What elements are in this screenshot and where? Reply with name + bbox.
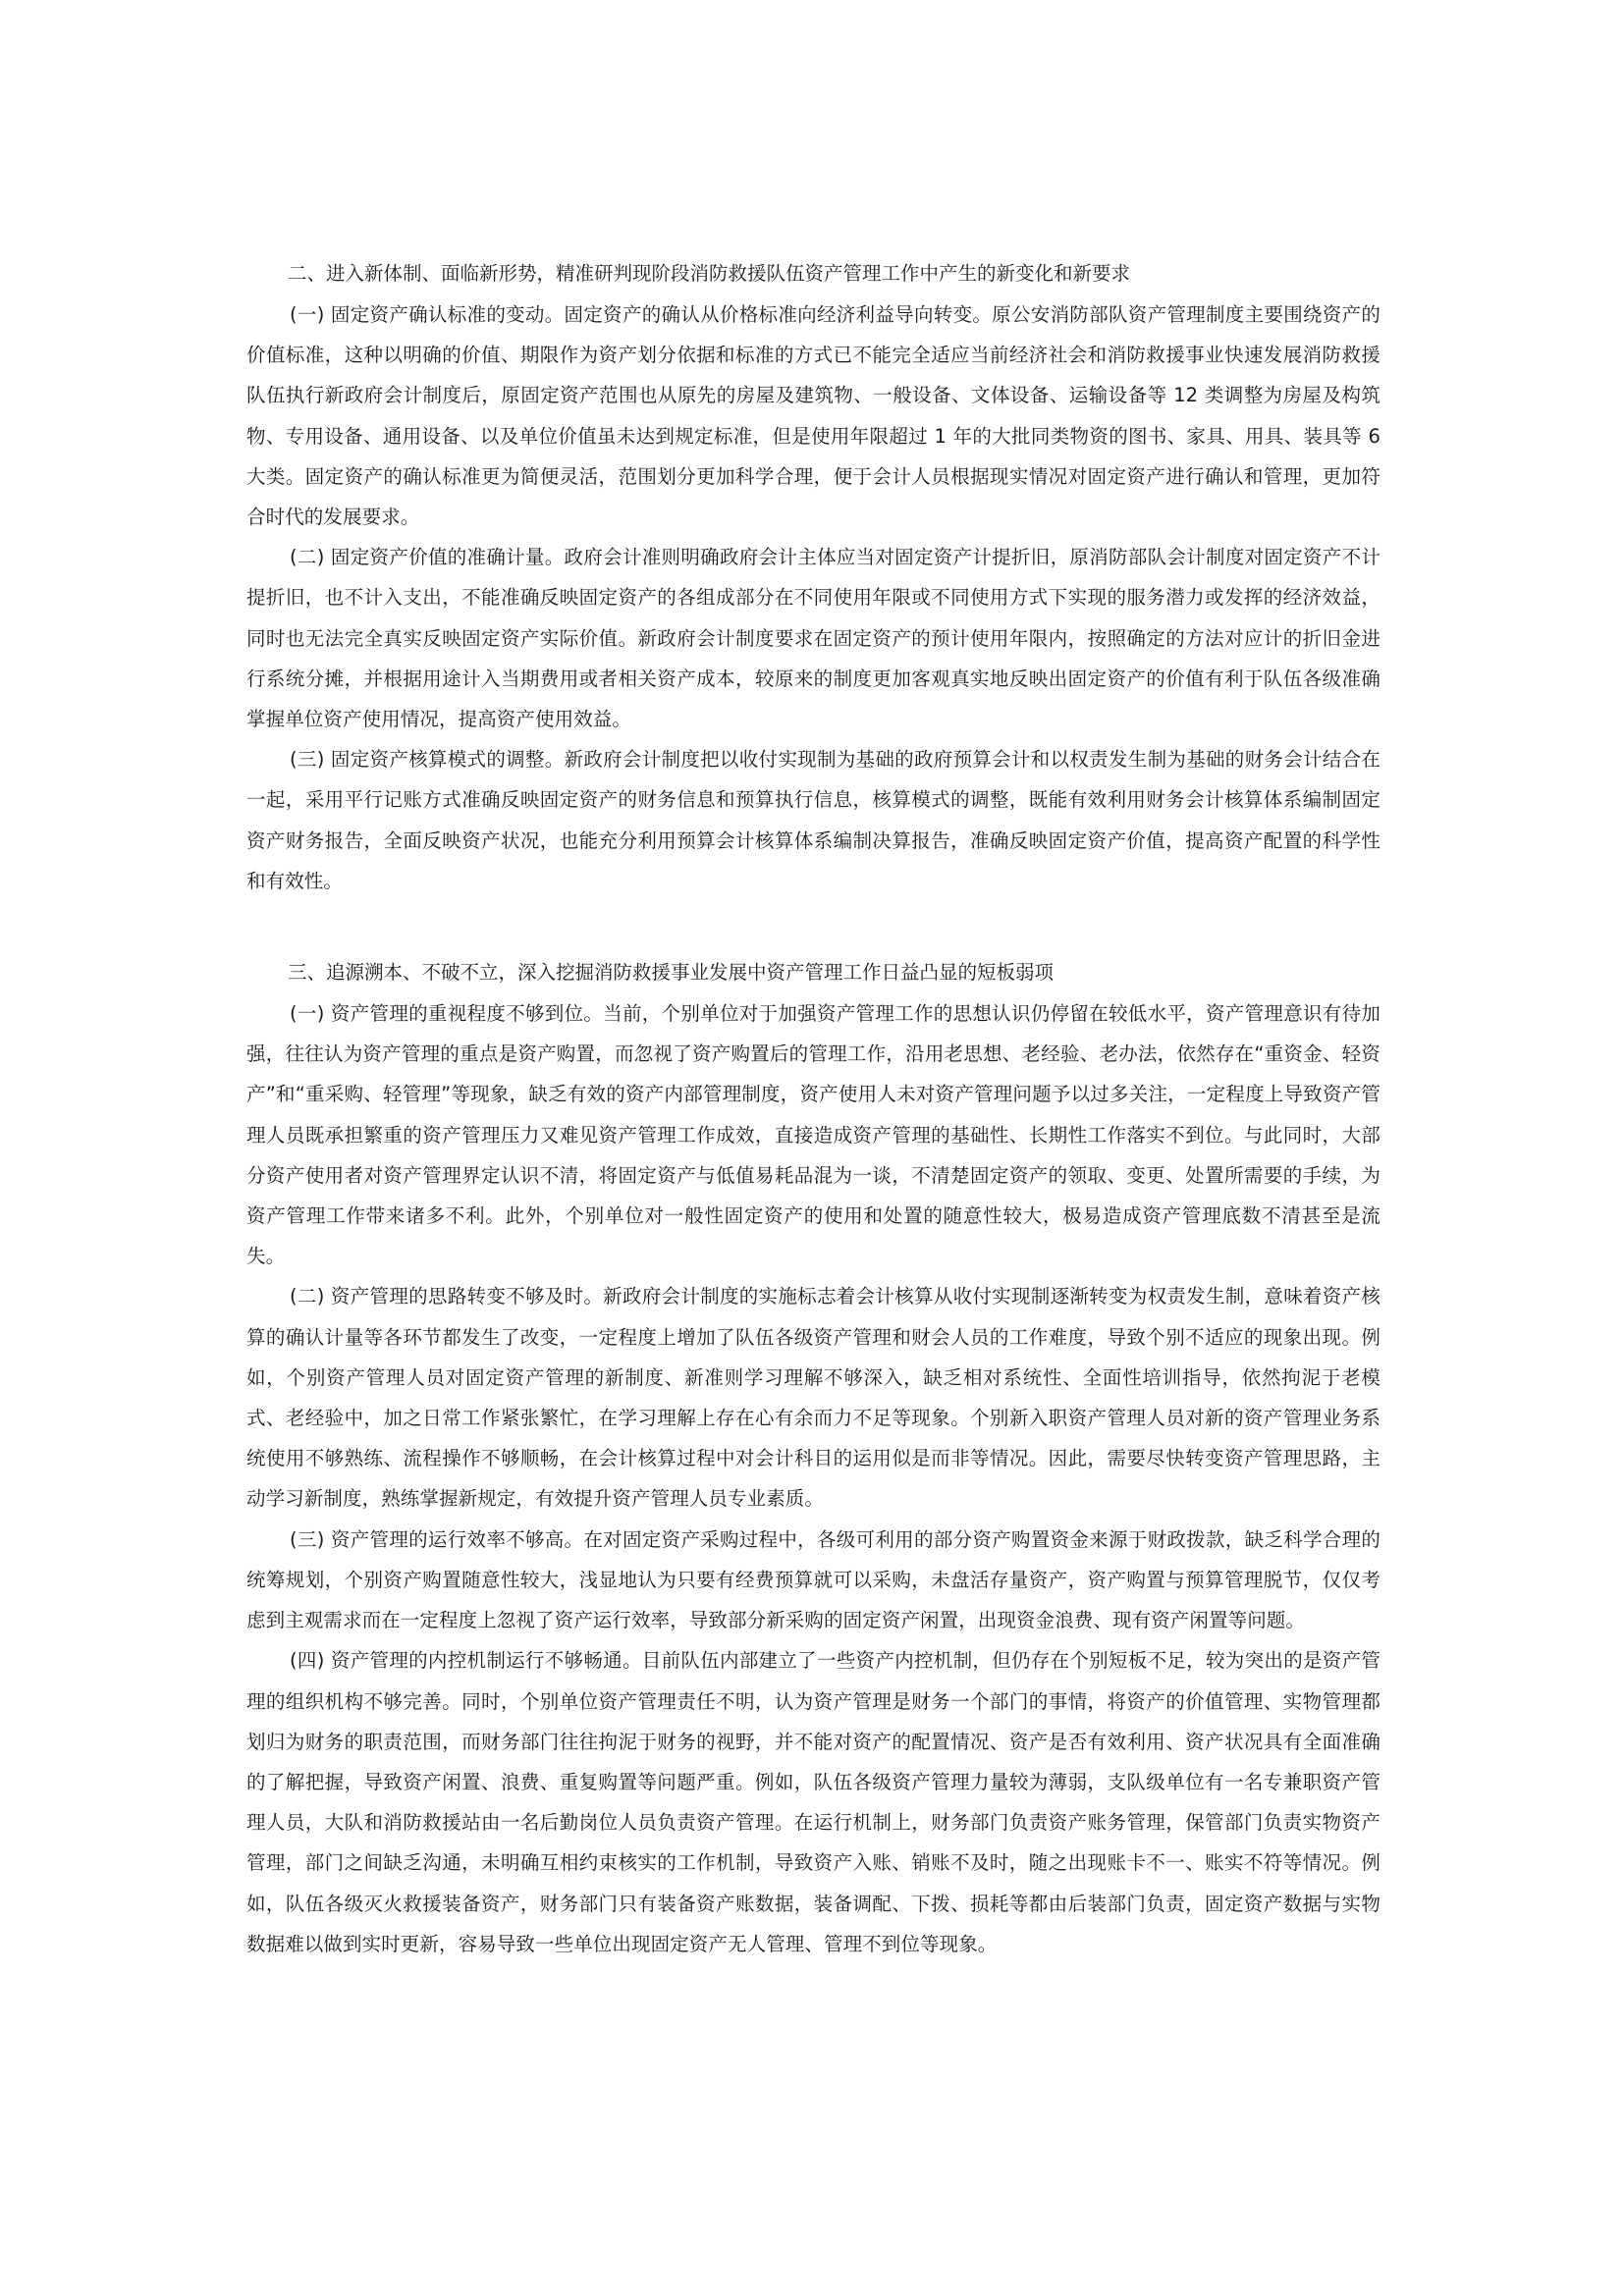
document-page bbox=[246, 253, 1380, 1964]
paragraph: (四) 资产管理的内控机制运行不够畅通。目前队伍内部建立了一些资产内控机制，但仍存在个别短板不足，较为突出的是资产管理的组织机构不够完善。同时，个别单位资产管理责任不明，认为资产管理是财务一个部门的事情，将资产的价值管理、实物管理都划归为财务的职责范围，而财务部门往往拘泥于财务的视野，并不能对资产的配置情况、资产是否有效利用、资产状况具有全面准确的了解把握，导致资产闲置、浪费、重复购置等问题严重。例如，队伍各级资产管理力量较为薄弱，支队级单位有一名专兼职资产管理人员，大队和消防救援站由一名后勤岗位人员负责资产管理。在运行机制上，财务部门负责资产账务管理，保管部门负责实物资产管理，部门之间缺乏沟通，未明确互相约束核实的工作机制，导致资产入账、销账不及时，随之出现账卡不一、账实不符等情况。例如，队伍各级灭火救援装备资产，财务部门只有装备资产账数据，装备调配、下拨、损耗等都由后装部门负责，固定资产数据与实物数据难以做到实时更新，容易导致一些单位出现固定资产无人管理、管理不到位等现象。 bbox=[246, 1649, 1380, 1955]
section-two bbox=[246, 253, 1380, 901]
paragraph: (三) 固定资产核算模式的调整。新政府会计制度把以收付实现制为基础的政府预算会计和以权责发生制为基础的财务会计结合在一起，采用平行记账方式准确反映固定资产的财务信息和预算执行信息，核算模式的调整，既能有效利用财务会计核算体系编制固定资产财务报告，全面反映资产状况，也能充分利用预算会计核算体系编制决算报告，准确反映固定资产价值，提高资产配置的科学性和有效性。 bbox=[246, 748, 1380, 892]
section-three bbox=[246, 952, 1380, 1964]
paragraph: (三) 资产管理的运行效率不够高。在对固定资产采购过程中，各级可利用的部分资产购置资金来源于财政拨款，缺乏科学合理的统筹规划，个别资产购置随意性较大，浅显地认为只要有经费预算就可以采购，未盘活存量资产，资产购置与预算管理脱节，仅仅考虑到主观需求而在一定程度上忽视了资产运行效率，导致部分新采购的固定资产闲置，出现资金浪费、现有资产闲置等问题。 bbox=[246, 1527, 1380, 1632]
paragraph: (二) 固定资产价值的准确计量。政府会计准则明确政府会计主体应当对固定资产计提折旧，原消防部队会计制度对固定资产不计提折旧，也不计入支出，不能准确反映固定资产的各组成部分在不同使用年限或不同使用方式下实现的服务潜力或发挥的经济效益，同时也无法完全真实反映固定资产实际价值。新政府会计制度要求在固定资产的预计使用年限内，按照确定的方法对应计的折旧金进行系统分摊，并根据用途计入当期费用或者相关资产成本，较原来的制度更加客观真实地反映出固定资产的价值有利于队伍各级准确掌握单位资产使用情况，提高资产使用效益。 bbox=[246, 546, 1380, 731]
section-heading: 三、追源溯本、不破不立，深入挖掘消防救援事业发展中资产管理工作日益凸显的短板弱项 bbox=[288, 961, 1055, 985]
paragraph: (二) 资产管理的思路转变不够及时。新政府会计制度的实施标志着会计核算从收付实现制逐渐转变为权责发生制，意味着资产核算的确认计量等各环节都发生了改变，一定程度上增加了队伍各级资产管理和财会人员的工作难度，导致个别不适应的现象出现。例如，个别资产管理人员对固定资产管理的新制度、新准则学习理解不够深入，缺乏相对系统性、全面性培训指导，依然拘泥于老模式、老经验中，加之日常工作紧张繁忙，在学习理解上存在心有余而力不足等现象。个别新入职资产管理人员对新的资产管理业务系统使用不够熟练、流程操作不够顺畅，在会计核算过程中对会计科目的运用似是而非等情况。因此，需要尽快转变资产管理思路，主动学习新制度，熟练掌握新规定，有效提升资产管理人员专业素质。 bbox=[246, 1285, 1380, 1511]
section-spacer bbox=[246, 901, 1380, 952]
paragraph: (一) 资产管理的重视程度不够到位。当前，个别单位对于加强资产管理工作的思想认识仍停留在较低水平，资产管理意识有待加强，往往认为资产管理的重点是资产购置，而忽视了资产购置后的管理工作，沿用老思想、老经验、老办法，依然存在“重资金、轻资产”和“重采购、轻管理”等现象，缺乏有效的资产内部管理制度，资产使用人未对资产管理问题予以过多关注，一定程度上导致资产管理人员既承担繁重的资产管理压力又难见资产管理工作成效，直接造成资产管理的基础性、长期性工作落实不到位。与此同时，大部分资产使用者对资产管理界定认识不清，将固定资产与低值易耗品混为一谈，不清楚固定资产的领取、变更、处置所需要的手续，为资产管理工作带来诸多不利。此外，个别单位对一般性固定资产的使用和处置的随意性较大，极易造成资产管理底数不清甚至是流失。 bbox=[246, 1002, 1380, 1268]
section-heading: 二、进入新体制、面临新形势，精准研判现阶段消防救援队伍资产管理工作中产生的新变化和新要求 bbox=[288, 262, 1131, 285]
paragraph: (一) 固定资产确认标准的变动。固定资产的确认从价格标准向经济利益导向转变。原公安消防部队资产管理制度主要围绕资产的价值标准，这种以明确的价值、期限作为资产划分依据和标准的方式已不能完全适应当前经济社会和消防救援事业快速发展消防救援队伍执行新政府会计制度后，原固定资产范围也从原先的房屋及建筑物、一般设备、文体设备、运输设备等 12 类调整为房屋及构筑物、专用设备、通用设备、以及单位价值虽未达到规定标准，但是使用年限超过 1 年的大批同类物资的图书、家具、用具、装具等 6 大类。固定资产的确认标准更为简便灵活，范围划分更加科学合理，便于会计人员根据现实情况对固定资产进行确认和管理，更加符合时代的发展要求。 bbox=[246, 303, 1380, 529]
